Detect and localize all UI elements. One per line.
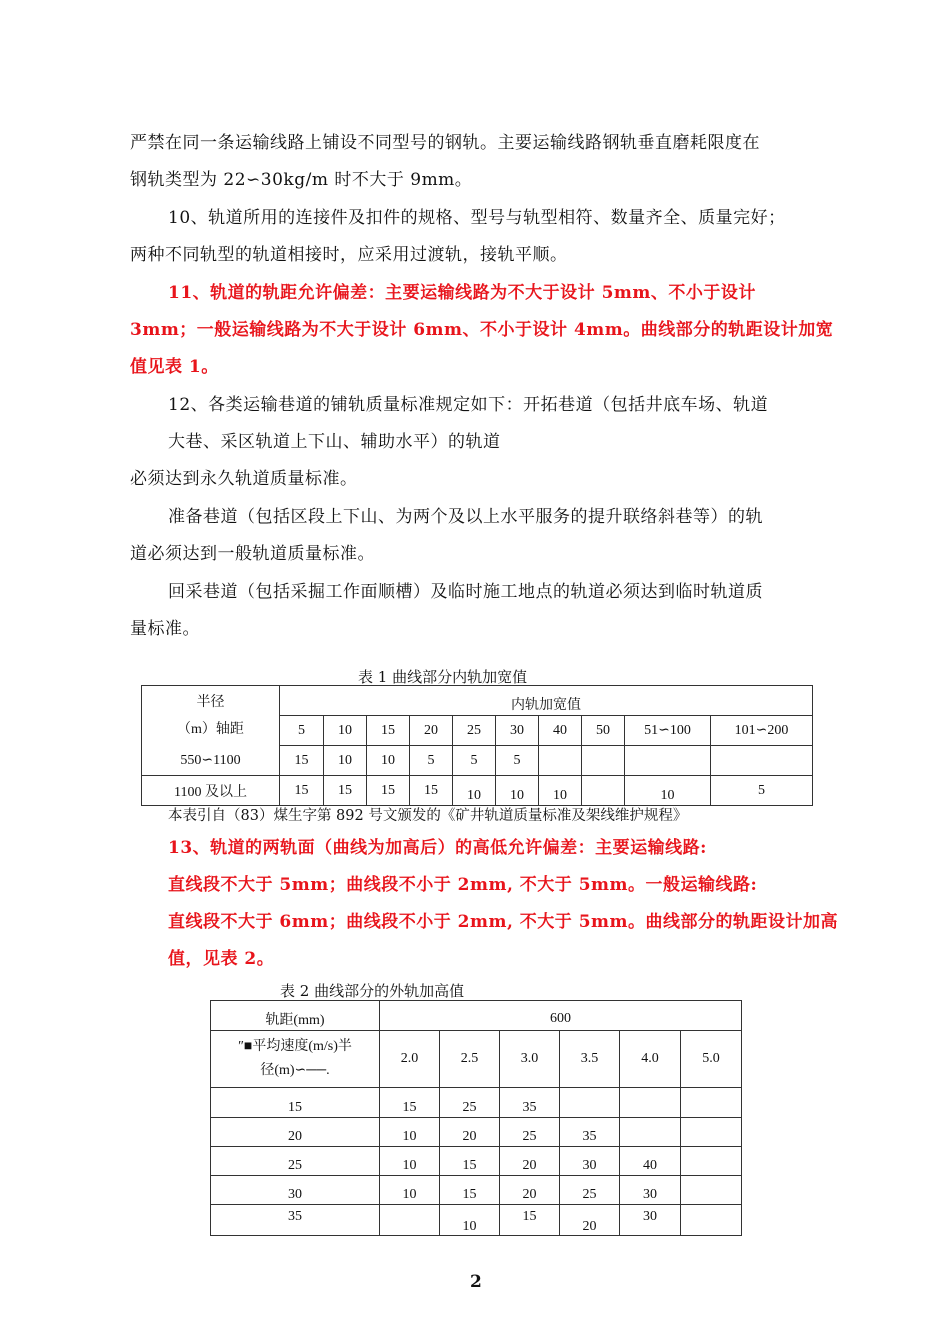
highlighted-text-line: 3mm；一般运输线路为不大于设计 6mm、不小于设计 4mm。曲线部分的轨距设计加宽 — [130, 320, 834, 340]
table2-cell — [380, 1205, 440, 1236]
table1-cell: 10 — [453, 776, 496, 806]
table2-col-header: 3.0 — [500, 1031, 560, 1088]
text-line: 12、各类运输巷道的铺轨质量标准规定如下：开拓巷道（包括井底车场、轨道 — [168, 395, 769, 415]
table2-caption: 表 2 曲线部分的外轨加高值 — [280, 982, 465, 1000]
table2-cell: 35 — [560, 1118, 620, 1147]
table1-cell — [711, 746, 813, 776]
table1-corner-header — [142, 686, 280, 746]
highlighted-text-line: 直线段不大于 5mm；曲线段不小于 2mm, 不大于 5mm。一般运输线路: — [168, 875, 758, 895]
table2-cell: 40 — [620, 1147, 681, 1176]
table2-cell: 30 — [620, 1205, 681, 1236]
table2-cell: 10 — [380, 1176, 440, 1205]
table2-row-label: 30 — [211, 1176, 380, 1205]
table1-cell — [625, 746, 711, 776]
table1-col-header: 51∽100 — [625, 716, 711, 746]
table2-gauge-value: 600 — [380, 1001, 742, 1031]
table2-row-label: 25 — [211, 1147, 380, 1176]
corner-header-line: 径(m)∽──. — [260, 1063, 330, 1078]
table2-cell: 15 — [440, 1147, 500, 1176]
table2-gauge-label: 轨距(mm) — [211, 1001, 380, 1031]
table1 — [141, 685, 813, 806]
table1-cell — [582, 776, 625, 806]
text-line: 严禁在同一条运输线路上铺设不同型号的钢轨。主要运输线路钢轨垂直磨耗限度在 — [130, 133, 760, 153]
text-line: 准备巷道（包括区段上下山、为两个及以上水平服务的提升联络斜巷等）的轨 — [168, 507, 763, 527]
table1-cell: 15 — [367, 776, 410, 806]
table1-cell: 5 — [410, 746, 453, 776]
table2-cell: 25 — [440, 1088, 500, 1118]
table1-col-header: 20 — [410, 716, 453, 746]
table2-cell — [681, 1118, 742, 1147]
table2-cell — [681, 1205, 742, 1236]
table2-cell: 10 — [380, 1147, 440, 1176]
table2-col-header: 2.5 — [440, 1031, 500, 1088]
highlighted-text-line: 值，见表 2。 — [168, 949, 275, 969]
table2-col-header: 5.0 — [681, 1031, 742, 1088]
table-row — [211, 1205, 742, 1236]
table1-col-header: 5 — [280, 716, 324, 746]
table1-col-header: 40 — [539, 716, 582, 746]
table2-cell: 35 — [500, 1088, 560, 1118]
table2-cell: 10 — [380, 1118, 440, 1147]
highlighted-text-line: 直线段不大于 6mm；曲线段不小于 2mm, 不大于 5mm。曲线部分的轨距设计加高 — [168, 912, 839, 932]
table1-cell: 5 — [453, 746, 496, 776]
table1-col-header: 30 — [496, 716, 539, 746]
table-row — [142, 746, 813, 776]
table-row — [211, 1088, 742, 1118]
text-line: 大巷、采区轨道上下山、辅助水平）的轨道 — [168, 432, 501, 452]
highlighted-text-line: 13、轨道的两轨面（曲线为加高后）的高低允许偏差：主要运输线路: — [168, 838, 707, 858]
table2-cell: 15 — [440, 1176, 500, 1205]
text-line: 道必须达到一般轨道质量标准。 — [130, 544, 375, 564]
corner-header-top: 半径 — [196, 694, 225, 710]
table1-cell: 15 — [324, 776, 367, 806]
table2-col-header: 2.0 — [380, 1031, 440, 1088]
table2-cell — [620, 1118, 681, 1147]
table2-cell: 30 — [560, 1147, 620, 1176]
table2-cell — [681, 1088, 742, 1118]
table1-cell — [539, 746, 582, 776]
table1-cell: 5 — [711, 776, 813, 806]
table1-cell: 5 — [496, 746, 539, 776]
table2-cell: 15 — [500, 1205, 560, 1236]
table2-cell — [681, 1147, 742, 1176]
table1-row-label: 550∽1100 — [142, 746, 280, 776]
text-line: 必须达到永久轨道质量标准。 — [130, 469, 358, 489]
table2-corner-header — [211, 1031, 380, 1088]
text-line: 两种不同轨型的轨道相接时，应采用过渡轨，接轨平顺。 — [130, 245, 568, 265]
table1-cell: 15 — [410, 776, 453, 806]
table1-cell: 15 — [280, 746, 324, 776]
table1-caption: 表 1 曲线部分内轨加宽值 — [358, 668, 528, 686]
table1-row-label: 1100 及以上 — [142, 776, 280, 806]
table2-cell — [620, 1088, 681, 1118]
table1-col-header: 101∽200 — [711, 716, 813, 746]
text-line: 量标准。 — [130, 619, 200, 639]
table2-cell: 25 — [500, 1118, 560, 1147]
table2-cell: 25 — [560, 1176, 620, 1205]
table2-row-label: 20 — [211, 1118, 380, 1147]
table1-cell: 10 — [496, 776, 539, 806]
table1-cell — [582, 746, 625, 776]
table2-cell: 20 — [500, 1147, 560, 1176]
highlighted-text-line: 11、轨道的轨距允许偏差：主要运输线路为不大于设计 5mm、不小于设计 — [168, 283, 756, 303]
table2-col-header: 3.5 — [560, 1031, 620, 1088]
table2-row-label: 15 — [211, 1088, 380, 1118]
table1-cell: 10 — [367, 746, 410, 776]
table1-cell: 10 — [539, 776, 582, 806]
table2-cell: 15 — [380, 1088, 440, 1118]
table1-source-note: 本表引自（83）煤生字第 892 号文颁发的《矿井轨道质量标准及架线维护规程》 — [168, 808, 688, 824]
page-number: 2 — [470, 1272, 482, 1292]
table2-cell: 20 — [500, 1176, 560, 1205]
table-row — [211, 1147, 742, 1176]
table2-cell: 20 — [440, 1118, 500, 1147]
table2-cell: 10 — [440, 1205, 500, 1236]
highlighted-text-line: 值见表 1。 — [130, 357, 219, 377]
table2-col-header: 4.0 — [620, 1031, 681, 1088]
corner-header-line: ″■平均速度(m/s)半 — [238, 1039, 352, 1054]
table-row — [211, 1176, 742, 1205]
table2-cell — [560, 1088, 620, 1118]
table2-cell — [681, 1176, 742, 1205]
table1-col-header: 10 — [324, 716, 367, 746]
table1-col-header: 25 — [453, 716, 496, 746]
table2-cell: 20 — [560, 1205, 620, 1236]
table1-col-header: 15 — [367, 716, 410, 746]
table2-row-label: 35 — [211, 1205, 380, 1236]
table2-cell: 30 — [620, 1176, 681, 1205]
table1-group-header: 内轨加宽值 — [280, 686, 813, 716]
table1-cell: 15 — [280, 776, 324, 806]
table2 — [210, 1000, 742, 1236]
text-line: 10、轨道所用的连接件及扣件的规格、型号与轨型相符、数量齐全、质量完好； — [168, 208, 786, 228]
table1-cell: 10 — [324, 746, 367, 776]
text-line: 回采巷道（包括采掘工作面顺槽）及临时施工地点的轨道必须达到临时轨道质 — [168, 582, 763, 602]
table1-col-header: 50 — [582, 716, 625, 746]
text-line: 钢轨类型为 22∽30kg/m 时不大于 9mm。 — [130, 170, 473, 190]
table-row — [211, 1118, 742, 1147]
corner-header-bottom: （m）轴距 — [177, 721, 244, 737]
table1-cell: 10 — [625, 776, 711, 806]
table-row — [142, 776, 813, 806]
